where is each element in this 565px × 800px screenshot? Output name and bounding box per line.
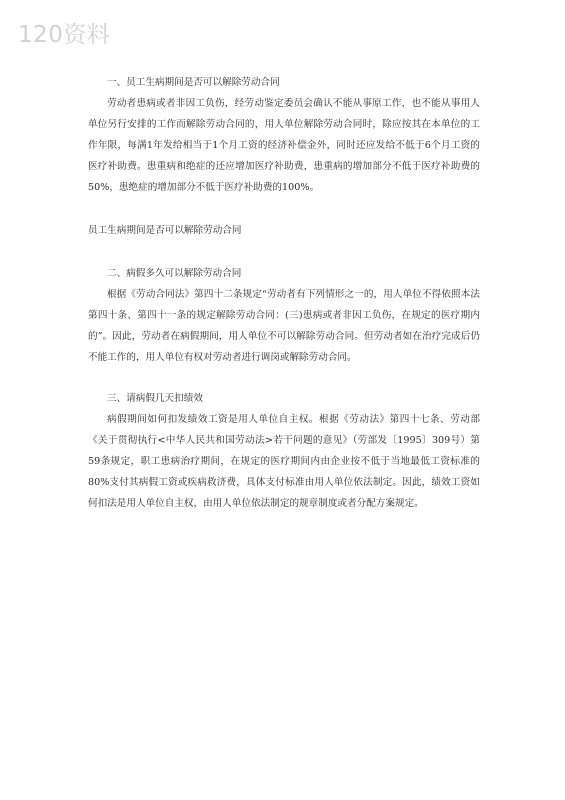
section-2-heading: 二、病假多久可以解除劳动合同 [107, 268, 242, 279]
document-body [88, 72, 480, 514]
watermark-logo: 120资料 [18, 22, 111, 48]
section-3-heading: 三、请病假几天扣绩效 [107, 393, 203, 404]
section-3-paragraph: 病假期间如何扣发绩效工资是用人单位自主权。根据《劳动法》第四十七条、劳动部《关于贯彻执行<中华人民共和国劳动法>若干问题的意见》（劳部发〔1995〕309号）第59条规定，职工患病治疗期间，在规定的医疗期间内由企业按不低于当地最低工资标准的80%支付其病假工资或疾病救济费，具体支付标准由用人单位依法制定。因此，绩效工资如何扣法是用人单位自主权，由用人单位依法制定的规章制度或者分配方案规定。 [88, 414, 480, 509]
standalone-title: 员工生病期间是否可以解除劳动合同 [88, 225, 242, 236]
section-1-heading: 一、员工生病期间是否可以解除劳动合同 [107, 77, 280, 88]
section-1-paragraph: 劳动者患病或者非因工负伤，经劳动鉴定委员会确认不能从事原工作，也不能从事用人单位另行安排的工作而解除劳动合同的，用人单位解除劳动合同时，除应按其在本单位的工作年限，每满1年发给相当于1个月工资的经济补偿金外，同时还应发给不低于6个月工资的医疗补助费。患重病和绝症的还应增加医疗补助费，患重病的增加部分不低于医疗补助费的50%，患绝症的增加部分不低于医疗补助费的100%。 [88, 98, 480, 193]
section-2-paragraph: 根据《劳动合同法》第四十二条规定“劳动者有下列情形之一的，用人单位不得依照本法第四十条、第四十一条的规定解除劳动合同：(三)患病或者非因工负伤，在规定的医疗期内的”。因此，劳动者在病假期间，用人单位不可以解除劳动合同。但劳动者如在治疗完成后仍不能工作的，用人单位有权对劳动者进行调岗或解除劳动合同。 [88, 289, 480, 363]
